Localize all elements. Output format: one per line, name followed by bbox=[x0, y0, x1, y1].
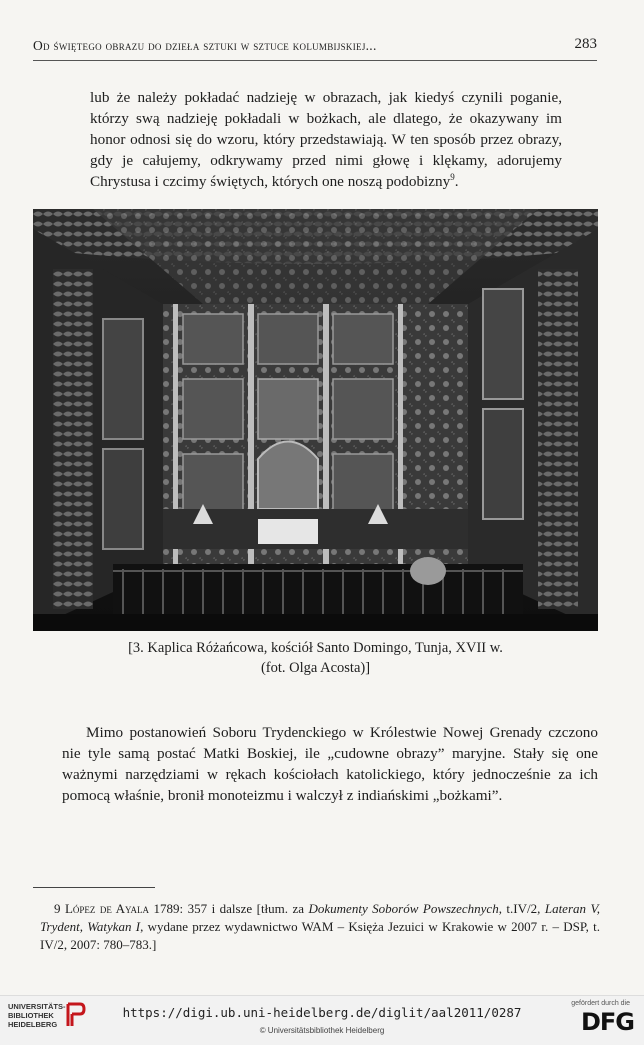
running-head-title: Od świętego obrazu do dzieła sztuki w sztuce kolumbijskiej... bbox=[33, 38, 377, 53]
funding-note: gefördert durch die bbox=[571, 1000, 630, 1007]
footnote-title-b: Lateran V, Trydent, Watykan I bbox=[40, 901, 601, 934]
chapel-photograph bbox=[33, 209, 598, 631]
footnote-text-a: 1789: 357 i dalsze [tłum. za bbox=[149, 901, 309, 916]
chapel-photo-drawing bbox=[33, 209, 598, 631]
footnote-text-b: , t.IV/2, bbox=[498, 901, 545, 916]
library-line-2: BIBLIOTHEK bbox=[8, 1011, 54, 1020]
copyright-notice: © Universitätsbibliothek Heidelberg bbox=[259, 1026, 385, 1035]
library-line-1: UNIVERSITÄTS- bbox=[8, 1002, 66, 1011]
caption-line-1: [3. Kaplica Różańcowa, kościół Santo Domingo, Tunja, XVII w. bbox=[128, 640, 503, 656]
footnote-number: 9 bbox=[54, 901, 61, 916]
footnote-9 bbox=[40, 900, 600, 954]
caption-line-2: (fot. Olga Acosta)] bbox=[260, 660, 371, 676]
digitization-footer bbox=[0, 995, 644, 1045]
library-line-3: HEIDELBERG bbox=[8, 1020, 58, 1029]
running-head bbox=[33, 36, 597, 61]
paragraph-1 bbox=[90, 87, 562, 192]
paragraph-2: Mimo postanowień Soboru Trydenckiego w Królestwie Nowej Grenady czczono nie tyle samą postać Matki Boskiej, ile „cudowne obrazy” maryjne. Stały się one ważnymi narzędziami w rękach kościołach katolickiego, który jednocześnie za ich pomocą właśnie, bronił monoteizmu i walczył z indiańskimi „bożkami”. bbox=[62, 724, 598, 804]
footnote-text-c: , wydane przez wydawnictwo WAM – Księża Jezuici w Krakowie w 2007 r. – DSP, t. IV/2, 2007: 780–783.] bbox=[40, 919, 600, 952]
footnote-ref[interactable]: 9 bbox=[450, 171, 455, 182]
footnote-author: López de Ayala bbox=[64, 901, 150, 916]
paragraph-1-text: lub że należy pokładać nadzieję w obrazach, jak kiedyś czynili poganie, którzy swą nadzieję pokładali w bożkach, ale dlatego, że okazywany im honor odnosi się do wzoru, który przedstawiają. W ten sposób przez obrazy, gdy je całujemy, odkrywamy przed nimi głowę i klękamy, adorujemy Chrystusa i czcimy świętych, których one noszą podobizny bbox=[90, 89, 562, 190]
source-url[interactable]: https://digi.ub.uni-heidelberg.de/diglit/aal2011/0287 bbox=[122, 1005, 522, 1020]
figure-caption bbox=[33, 638, 598, 678]
footnote-title-a: Dokumenty Soborów Powszechnych bbox=[308, 901, 499, 916]
dfg-logo: DFG bbox=[580, 1008, 634, 1036]
footnote-rule bbox=[33, 887, 155, 888]
page-number: 283 bbox=[574, 36, 597, 52]
paragraph-1-end: . bbox=[454, 173, 459, 190]
